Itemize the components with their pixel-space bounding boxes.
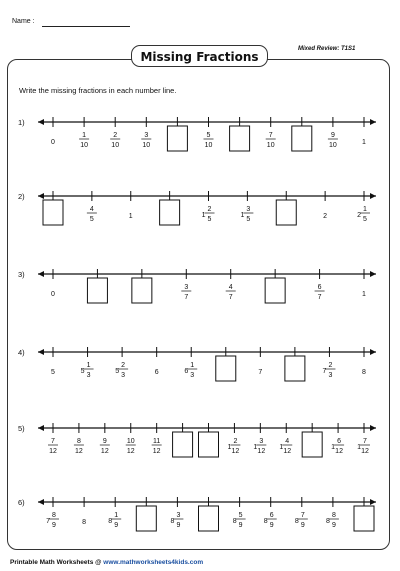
whole-part: 5: [115, 368, 120, 375]
tick-label: [51, 291, 55, 298]
tick-label: [362, 369, 366, 376]
numerator: 6: [317, 284, 322, 291]
denominator: 7: [317, 294, 322, 301]
denominator: 12: [126, 448, 135, 455]
tick-label: [362, 139, 366, 146]
whole-number: 6: [154, 369, 159, 376]
tick-label: [328, 132, 338, 149]
tick-label: [126, 438, 136, 455]
denominator: 12: [335, 448, 343, 455]
tick-label: [152, 438, 162, 455]
denominator: 12: [49, 448, 57, 455]
problem-number: 4): [18, 348, 25, 357]
answer-box[interactable]: [132, 278, 152, 303]
numerator: 3: [176, 512, 181, 519]
name-label: Name :: [12, 18, 35, 25]
whole-number: 5: [51, 369, 55, 376]
tick-label: [110, 132, 120, 149]
numerator: 1: [86, 362, 91, 369]
tick-label: [181, 284, 191, 301]
numerator: 1: [82, 132, 87, 139]
whole-number: 0: [51, 291, 55, 298]
tick-label: [326, 512, 339, 529]
footer: [10, 559, 203, 566]
tick-label: [233, 512, 246, 529]
numerator: 7: [300, 512, 305, 519]
tick-label: [46, 512, 59, 529]
answer-box[interactable]: [43, 200, 63, 225]
whole-part: 1: [227, 444, 232, 451]
whole-part: 8: [263, 518, 268, 525]
answer-box[interactable]: [285, 356, 305, 381]
numerator: 4: [89, 206, 94, 213]
whole-part: 8: [294, 518, 299, 525]
answer-box[interactable]: [173, 432, 193, 457]
numerator: 11: [153, 438, 161, 445]
denominator: 5: [363, 216, 367, 223]
numerator: 2: [121, 362, 126, 369]
tick-label: [108, 512, 121, 529]
numerator: 6: [337, 438, 342, 445]
footer-url[interactable]: www.mathworksheets4kids.com: [103, 559, 204, 566]
whole-number: 8: [362, 369, 366, 376]
whole-part: 1: [331, 444, 336, 451]
tick-label: [226, 284, 236, 301]
number-line-3: [18, 269, 376, 303]
denominator: 3: [190, 372, 195, 379]
whole-number: 1: [128, 213, 133, 220]
whole-part: 1: [253, 444, 258, 451]
numerator: 1: [114, 512, 119, 519]
denominator: 3: [121, 372, 126, 379]
tick-label: [315, 284, 325, 301]
denominator: 3: [328, 372, 333, 379]
problem-number: 1): [18, 118, 25, 127]
whole-number: 2: [323, 213, 328, 220]
numerator: 9: [102, 438, 107, 445]
denominator: 9: [52, 522, 56, 529]
denominator: 7: [228, 294, 233, 301]
answer-box[interactable]: [276, 200, 296, 225]
whole-part: 2: [357, 212, 361, 219]
answer-box[interactable]: [199, 506, 219, 531]
numerator: 1: [363, 206, 367, 213]
arrow-right: [370, 425, 376, 431]
denominator: 10: [142, 142, 151, 149]
whole-part: 6: [184, 368, 189, 375]
tick-label: [323, 362, 336, 379]
denominator: 5: [89, 216, 94, 223]
denominator: 7: [184, 294, 189, 301]
tick-label: [228, 438, 241, 455]
tick-label: [253, 438, 266, 455]
tick-label: [81, 362, 94, 379]
tick-label: [362, 291, 366, 298]
numerator: 3: [246, 206, 251, 213]
denominator: 12: [100, 448, 109, 455]
whole-number: 1: [362, 139, 366, 146]
review-label: Mixed Review: T1S1: [298, 46, 356, 52]
numerator: 5: [206, 132, 211, 139]
tick-label: [258, 369, 262, 376]
numerator: 7: [51, 438, 55, 445]
denominator: 10: [329, 142, 337, 149]
whole-part: 1: [357, 444, 361, 451]
denominator: 10: [80, 142, 88, 149]
tick-label: [129, 213, 133, 220]
number-line-1: [18, 117, 376, 151]
tick-label: [357, 206, 370, 223]
problem-number: 6): [18, 498, 25, 507]
whole-part: 1: [240, 212, 245, 219]
denominator: 9: [331, 522, 336, 529]
tick-label: [79, 132, 89, 149]
whole-number: 8: [82, 519, 87, 526]
numerator: 8: [331, 512, 336, 519]
numerator: 4: [228, 284, 233, 291]
denominator: 5: [207, 216, 212, 223]
whole-part: 8: [325, 518, 330, 525]
arrow-right: [370, 349, 376, 355]
tick-label: [202, 206, 215, 223]
tick-label: [100, 438, 110, 455]
tick-label: [115, 362, 128, 379]
answer-box[interactable]: [354, 506, 374, 531]
number-line-4: [18, 347, 376, 381]
whole-part: 8: [170, 518, 175, 525]
arrow-right: [370, 499, 376, 505]
tick-label: [141, 132, 151, 149]
numerator: 4: [285, 438, 290, 445]
arrow-left: [38, 271, 44, 277]
numerator: 5: [238, 512, 243, 519]
tick-label: [51, 139, 55, 146]
whole-part: 1: [279, 444, 284, 451]
tick-label: [240, 206, 253, 223]
whole-number: 0: [51, 139, 55, 146]
denominator: 12: [257, 448, 266, 455]
whole-part: 8: [232, 518, 237, 525]
tick-label: [266, 132, 276, 149]
numerator: 1: [190, 362, 195, 369]
numerator: 3: [144, 132, 149, 139]
denominator: 9: [176, 522, 181, 529]
problem-number: 2): [18, 192, 25, 201]
denominator: 12: [283, 448, 292, 455]
numerator: 7: [268, 132, 273, 139]
numerator: 10: [126, 438, 135, 445]
arrow-left: [38, 119, 44, 125]
tick-label: [204, 132, 214, 149]
number-line-6: [18, 497, 376, 531]
denominator: 12: [75, 448, 83, 455]
arrow-right: [370, 119, 376, 125]
numerator: 6: [269, 512, 274, 519]
whole-number: 7: [258, 369, 263, 376]
answer-box[interactable]: [292, 126, 312, 151]
tick-label: [87, 206, 97, 223]
denominator: 12: [231, 448, 240, 455]
numerator: 3: [259, 438, 264, 445]
denominator: 10: [266, 142, 275, 149]
tick-label: [51, 369, 55, 376]
whole-part: 7: [46, 518, 50, 525]
tick-label: [184, 362, 197, 379]
tick-label: [82, 519, 86, 526]
tick-label: [295, 512, 308, 529]
arrow-right: [370, 271, 376, 277]
answer-box[interactable]: [87, 278, 107, 303]
whole-number: 1: [362, 291, 366, 298]
denominator: 9: [269, 522, 274, 529]
problem-number: 3): [18, 270, 25, 279]
denominator: 9: [300, 522, 305, 529]
tick-label: [264, 512, 277, 529]
answer-box[interactable]: [216, 356, 236, 381]
denominator: 12: [361, 448, 369, 455]
arrow-right: [370, 193, 376, 199]
whole-part: 7: [322, 368, 327, 375]
arrow-left: [38, 193, 44, 199]
denominator: 3: [86, 372, 91, 379]
tick-label: [357, 438, 370, 455]
numerator: 8: [52, 512, 56, 519]
numerator: 8: [76, 438, 81, 445]
denominator: 10: [111, 142, 120, 149]
numerator: 9: [330, 132, 335, 139]
answer-box[interactable]: [136, 506, 156, 531]
instructions: Write the missing fractions in each number line.: [19, 86, 177, 95]
tick-label: [155, 369, 159, 376]
answer-box[interactable]: [230, 126, 250, 151]
answer-box[interactable]: [160, 200, 180, 225]
whole-part: 5: [80, 368, 85, 375]
denominator: 10: [204, 142, 213, 149]
answer-box[interactable]: [302, 432, 322, 457]
problem-number: 5): [18, 424, 25, 433]
numerator: 2: [233, 438, 238, 445]
tick-label: [323, 213, 327, 220]
whole-part: 1: [201, 212, 206, 219]
worksheet-title: Missing Fractions: [131, 45, 268, 67]
arrow-left: [38, 425, 44, 431]
arrow-left: [38, 349, 44, 355]
denominator: 5: [246, 216, 251, 223]
numerator: 2: [113, 132, 118, 139]
tick-label: [331, 438, 344, 455]
answer-box[interactable]: [199, 432, 219, 457]
answer-box[interactable]: [167, 126, 187, 151]
numerator: 7: [363, 438, 367, 445]
arrow-left: [38, 499, 44, 505]
numerator: 3: [184, 284, 189, 291]
number-line-2: [18, 191, 376, 225]
tick-label: [279, 438, 292, 455]
denominator: 9: [114, 522, 119, 529]
footer-prefix: Printable Math Worksheets @: [10, 559, 104, 566]
denominator: 9: [238, 522, 243, 529]
answer-box[interactable]: [265, 278, 285, 303]
tick-label: [74, 438, 84, 455]
whole-part: 8: [108, 518, 113, 525]
denominator: 12: [152, 448, 161, 455]
tick-label: [48, 438, 58, 455]
numerator: 2: [328, 362, 333, 369]
number-line-5: [18, 423, 376, 457]
numerator: 2: [207, 206, 212, 213]
tick-label: [170, 512, 183, 529]
